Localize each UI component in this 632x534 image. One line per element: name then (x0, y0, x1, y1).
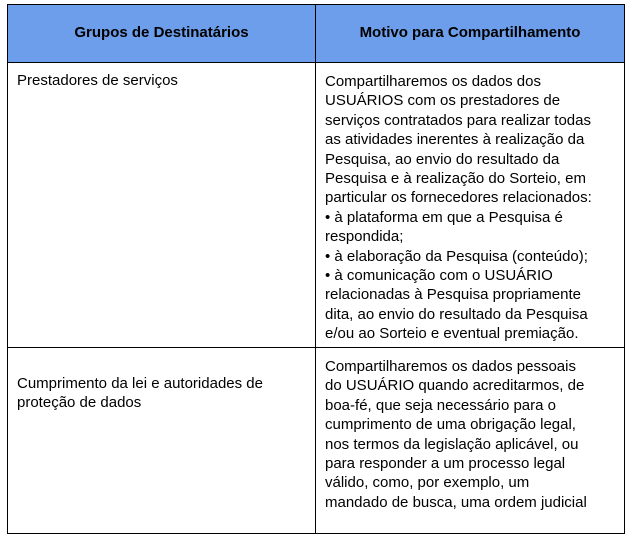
cell-text-line: do USUÁRIO quando acreditarmos, de (325, 377, 585, 395)
sharing-table (7, 4, 625, 534)
group-cell (8, 63, 316, 348)
bullet-line: • à elaboração da Pesquisa (conteúdo); (325, 247, 588, 265)
table-row (8, 63, 625, 348)
cell-text-line: as atividades inerentes à realização da (325, 131, 585, 149)
cell-text-line: particular os fornecedores relacionados: (325, 189, 592, 207)
cell-text-line: USUÁRIOS com os prestadores de (325, 92, 561, 110)
cell-text-line: Pesquisa, ao envio do resultado da (325, 150, 560, 168)
cell-text-line: Prestadores de serviços (17, 72, 178, 89)
table-row (8, 348, 625, 534)
group-cell (8, 348, 316, 534)
cell-text-line: Cumprimento da lei e autoridades de (17, 375, 263, 392)
cell-text-line: válido, como, por exemplo, um (325, 474, 530, 492)
cell-text-line: Compartilharemos os dados dos (325, 73, 541, 90)
bullet-line: • à comunicação com o USUÁRIO (325, 267, 553, 285)
header-label: Grupos de Destinatários (74, 24, 249, 41)
header-recipient-groups (8, 5, 316, 63)
header-label: Motivo para Compartilhamento (359, 24, 581, 41)
cell-text-line: respondida; (325, 228, 404, 246)
cell-text-line: serviços contratados para realizar todas (325, 111, 591, 129)
cell-text-line: relacionadas à Pesquisa propriamente (325, 286, 581, 304)
cell-text-line: Pesquisa e à realização do Sorteio, em (325, 170, 586, 188)
cell-text-line: cumprimento de uma obrigação legal, (325, 416, 576, 434)
header-sharing-reason (316, 5, 625, 63)
cell-text-line: mandado de busca, uma ordem judicial (325, 493, 587, 511)
cell-text-line: nos termos da legislação aplicável, ou (325, 435, 579, 453)
motive-cell (316, 348, 625, 534)
table-header-row (8, 5, 625, 63)
cell-text-line: dita, ao envio do resultado da Pesquisa (325, 305, 588, 323)
bullet-line: • à plataforma em que a Pesquisa é (325, 208, 563, 226)
cell-text-line: proteção de dados (17, 394, 142, 412)
cell-text-line: para responder a um processo legal (325, 455, 566, 473)
cell-text-line: e/ou ao Sorteio e eventual premiação. (325, 325, 579, 343)
motive-cell (316, 63, 625, 348)
cell-text-line: boa-fé, que seja necessário para o (325, 396, 556, 414)
cell-text-line: Compartilharemos os dados pessoais (325, 358, 576, 375)
